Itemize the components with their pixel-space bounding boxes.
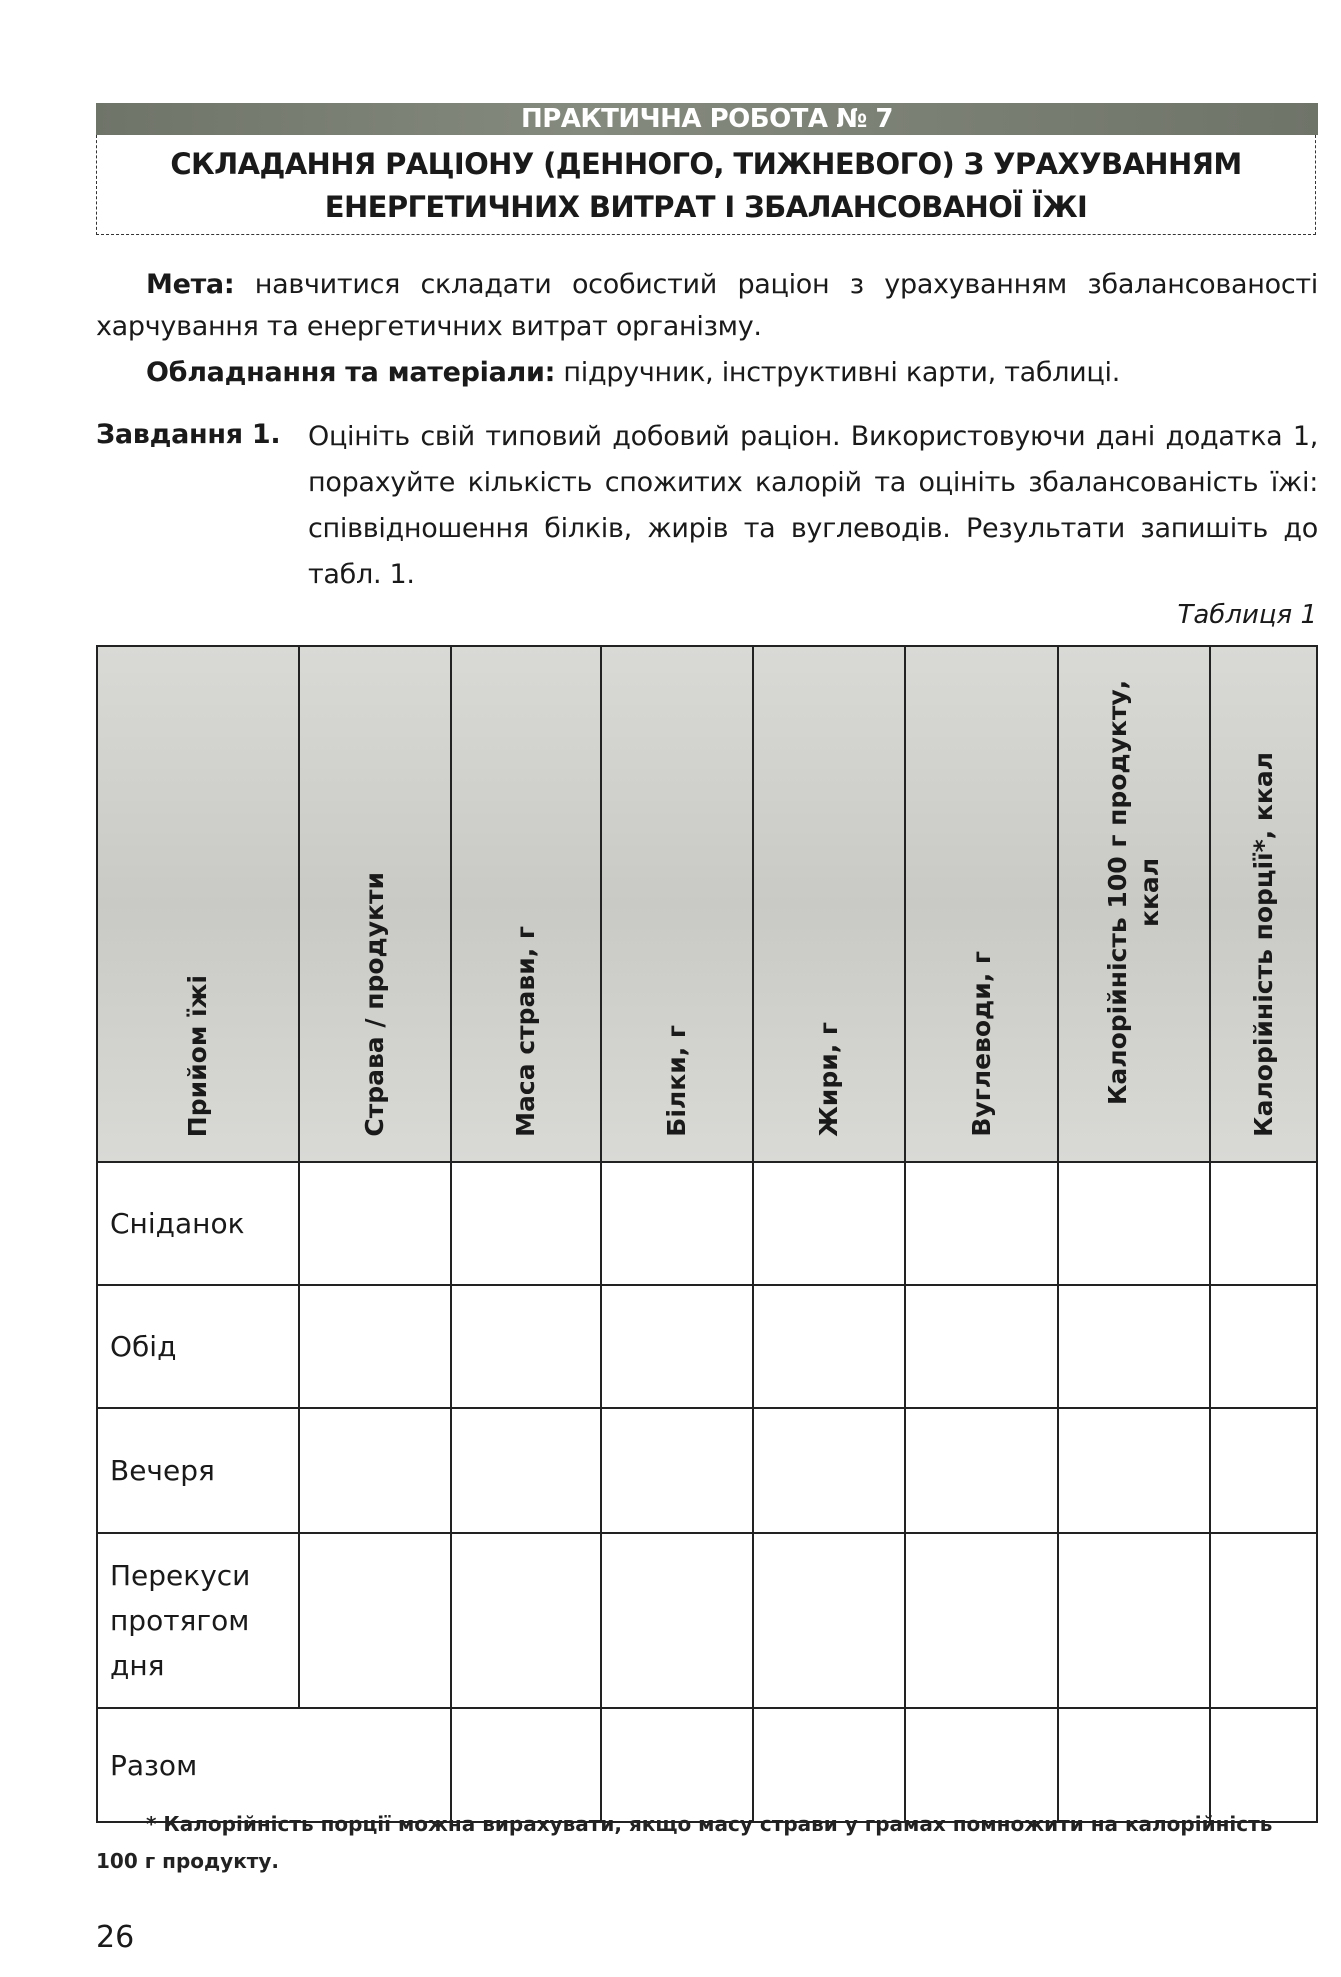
table-cell[interactable] xyxy=(1058,1708,1210,1822)
table-cell[interactable] xyxy=(753,1408,905,1533)
table-cell[interactable] xyxy=(753,1533,905,1708)
table-cell[interactable] xyxy=(1058,1408,1210,1533)
goal-text: навчитися складати особистий раціон з урахуванням збалансованості харчування та енергетичних витрат організму. xyxy=(96,269,1318,342)
table-cell[interactable] xyxy=(753,1285,905,1408)
table-cell[interactable] xyxy=(1058,1162,1210,1285)
goal-paragraph xyxy=(96,264,1318,348)
table-row xyxy=(97,1533,1317,1708)
table-cell[interactable] xyxy=(1210,1162,1317,1285)
row-label: Сніданок xyxy=(97,1162,299,1285)
task-1-label: Завдання 1. xyxy=(96,419,281,450)
equipment-paragraph xyxy=(146,352,1326,394)
table-cell[interactable] xyxy=(905,1533,1059,1708)
total-label: Разом xyxy=(97,1708,451,1822)
table-cell[interactable] xyxy=(905,1408,1059,1533)
table-cell[interactable] xyxy=(1058,1285,1210,1408)
table-cell[interactable] xyxy=(601,1708,753,1822)
table-caption: Таблиця 1 xyxy=(1177,600,1317,630)
page-number: 26 xyxy=(96,1920,135,1955)
table-cell[interactable] xyxy=(905,1285,1059,1408)
table-cell[interactable] xyxy=(601,1285,753,1408)
goal-label: Мета: xyxy=(146,269,235,300)
table-cell[interactable] xyxy=(451,1533,602,1708)
table-row xyxy=(97,1285,1317,1408)
practical-work-header: ПРАКТИЧНА РОБОТА № 7 xyxy=(96,103,1318,135)
title-line-1: СКЛАДАННЯ РАЦІОНУ (ДЕННОГО, ТИЖНЕВОГО) З УРАХУВАННЯМ xyxy=(170,147,1242,181)
table-cell[interactable] xyxy=(753,1708,905,1822)
table-cell[interactable] xyxy=(1210,1533,1317,1708)
title-line-2: ЕНЕРГЕТИЧНИХ ВИТРАТ І ЗБАЛАНСОВАНОЇ ЇЖІ xyxy=(324,190,1088,224)
table-cell[interactable] xyxy=(1058,1533,1210,1708)
table-cell[interactable] xyxy=(451,1408,602,1533)
table-cell[interactable] xyxy=(753,1162,905,1285)
equipment-text: підручник, інструктивні карти, таблиці. xyxy=(555,357,1120,388)
table-cell[interactable] xyxy=(299,1408,451,1533)
table-cell[interactable] xyxy=(601,1162,753,1285)
table-total-row xyxy=(97,1708,1317,1822)
footnote: * Калорійність порції можна вирахувати, якщо масу страви у грамах помножити на калорійність 100 г продукту. xyxy=(96,1812,1273,1873)
header-dish: Страва / продукти xyxy=(299,646,451,1162)
header-meal: Прийом їжі xyxy=(97,646,299,1162)
header-mass: Маса страви, г xyxy=(451,646,602,1162)
page-title xyxy=(96,135,1316,235)
row-label: Обід xyxy=(97,1285,299,1408)
table-cell[interactable] xyxy=(451,1162,602,1285)
table-cell[interactable] xyxy=(1210,1408,1317,1533)
table-cell[interactable] xyxy=(905,1162,1059,1285)
table-cell[interactable] xyxy=(601,1533,753,1708)
header-fats: Жири, г xyxy=(753,646,905,1162)
header-calories-portion: Калорійність порції*, ккал xyxy=(1210,646,1317,1162)
table-cell[interactable] xyxy=(905,1708,1059,1822)
row-label: Вечеря xyxy=(97,1408,299,1533)
table-cell[interactable] xyxy=(299,1285,451,1408)
table-header-row xyxy=(97,646,1317,1162)
header-calories-100g: Калорійність 100 г продукту, ккал xyxy=(1058,646,1210,1162)
table-cell[interactable] xyxy=(1210,1285,1317,1408)
task-1-text: Оцініть свій типовий добовий раціон. Використовуючи дані додатка 1, порахуйте кількість спожитих калорій та оцініть збалансованість їжі: співвідношення білків, жирів та вуглеводів. Результати запишіть до табл. 1. xyxy=(308,421,1318,590)
table-cell[interactable] xyxy=(451,1708,602,1822)
table-cell[interactable] xyxy=(451,1285,602,1408)
diet-table xyxy=(96,645,1318,1823)
table-cell[interactable] xyxy=(601,1408,753,1533)
table-row xyxy=(97,1162,1317,1285)
table-row xyxy=(97,1408,1317,1533)
table-cell[interactable] xyxy=(299,1533,451,1708)
table-cell[interactable] xyxy=(1210,1708,1317,1822)
header-carbs: Вуглеводи, г xyxy=(905,646,1059,1162)
equipment-label: Обладнання та матеріали: xyxy=(146,357,556,388)
table-cell[interactable] xyxy=(299,1162,451,1285)
header-proteins: Білки, г xyxy=(601,646,753,1162)
row-label: Перекуси протягом дня xyxy=(97,1533,299,1708)
